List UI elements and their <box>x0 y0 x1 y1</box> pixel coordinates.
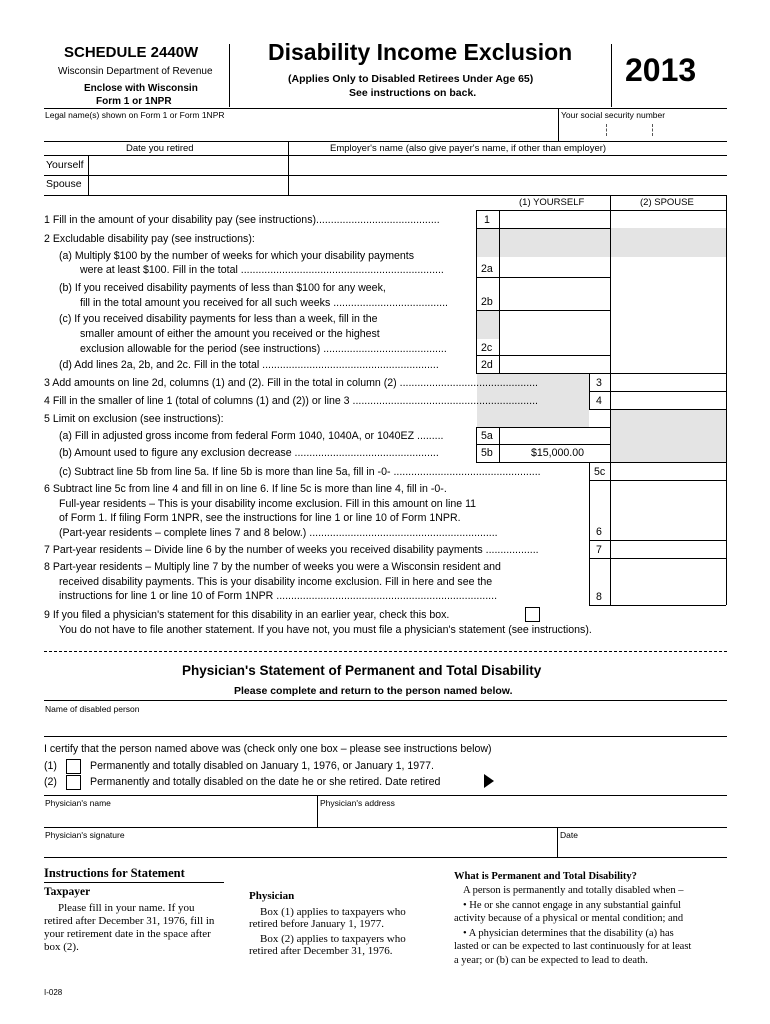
grid-v-col1 <box>499 210 500 373</box>
physician-text-4: retired after December 31, 1976. <box>249 945 393 957</box>
line-4-text: 4 Fill in the smaller of line 1 (total of columns (1) and (2)) or line 3 ............................................................... <box>44 395 538 407</box>
grid-h-2a <box>476 277 610 278</box>
line-2b-col2-input[interactable] <box>612 293 725 309</box>
line-7-input[interactable] <box>612 541 725 557</box>
option-2-text: Permanently and totally disabled on the date he or she retired. Date retired <box>90 776 441 788</box>
line-8-text-3: instructions for line 1 or line 10 of Form 1NPR ........................................................................... <box>59 590 498 602</box>
date-label: Date <box>560 830 578 840</box>
physician-name-top-rule <box>44 795 727 796</box>
name-row-rule <box>44 141 727 142</box>
line-6-text-4: (Part-year residents – complete lines 7 and 8 below.) ................................................................ <box>59 527 498 539</box>
physician-sig-top-rule <box>44 827 727 828</box>
option-2-checkbox[interactable] <box>66 775 81 790</box>
shade-col2-l5 <box>610 409 726 462</box>
retire-row-rule <box>44 175 727 176</box>
tag-5c: 5c <box>594 466 606 478</box>
disability-text-2: • He or she cannot engage in any substantial gainful <box>463 900 681 911</box>
option-1-text: Permanently and totally disabled on January 1, 1976, or January 1, 1977. <box>90 760 434 772</box>
line-8-input[interactable] <box>612 588 725 604</box>
option-1-number: (1) <box>44 760 57 772</box>
line-3-input[interactable] <box>612 374 725 390</box>
line-9-text-2: You do not have to file another statement. If you have not, you must file a physician's statement (see instructions). <box>59 624 592 636</box>
cut-line <box>44 651 727 652</box>
form-subtitle-2: See instructions on back. <box>349 87 477 99</box>
header-bottom-rule <box>44 108 727 109</box>
employer-name-header: Employer's name (also give payer's name, if other than employer) <box>330 143 607 154</box>
physician-address-input[interactable] <box>320 808 725 826</box>
disability-text-6: a year; or (b) can be expected to lead to death. <box>454 955 648 966</box>
yourself-row-label: Yourself <box>46 159 84 171</box>
col2-header: (2) SPOUSE <box>640 197 694 208</box>
header-divider-right <box>611 44 612 107</box>
tag-2a: 2a <box>481 263 493 275</box>
retire-bottom-rule <box>44 195 727 196</box>
line-5c-input[interactable] <box>612 463 725 479</box>
instructions-title: Instructions for Statement <box>44 866 185 880</box>
col1-header: (1) YOURSELF <box>519 197 585 208</box>
line-6-input[interactable] <box>612 523 725 539</box>
line-6-text-3: of Form 1. If filing Form 1NPR, see the instructions for line 1 or line 10 of Form 1NPR. <box>59 512 461 524</box>
tag-5b: 5b <box>481 447 493 459</box>
line-9-text-1: 9 If you filed a physician's statement for this disability in an earlier year, check this box. <box>44 609 450 621</box>
disability-text-1: A person is permanently and totally disabled when – <box>463 885 684 896</box>
spouse-date-input[interactable] <box>90 177 286 194</box>
legal-names-input[interactable] <box>45 120 555 140</box>
physician-name-label: Physician's name <box>45 798 111 808</box>
line-8-text-2: received disability payments. This is your disability income exclusion. Fill in here and see the <box>59 576 493 588</box>
schedule-label: SCHEDULE 2440W <box>64 44 199 61</box>
line-5a-input[interactable] <box>501 428 608 443</box>
shade-2-label <box>477 228 726 257</box>
taxpayer-text-1: Please fill in your name. If you <box>58 902 195 914</box>
grid-v-tag <box>476 210 477 373</box>
line-5b-value: $15,000.00 <box>531 447 585 459</box>
grid-h-7 <box>589 558 726 559</box>
physician-signature-input[interactable] <box>45 840 555 856</box>
line-2a-text-1: (a) Multiply $100 by the number of weeks for which your disability payments <box>59 250 415 262</box>
line-2c-col2-input[interactable] <box>612 339 725 354</box>
arrow-right-icon <box>484 774 494 788</box>
disability-text-4: • A physician determines that the disability (a) has <box>463 928 674 939</box>
tag-7: 7 <box>596 544 602 556</box>
grid-h-1 <box>476 228 610 229</box>
option-1-checkbox[interactable] <box>66 759 81 774</box>
line-4-input[interactable] <box>612 392 725 408</box>
line-2c-text-1: (c) If you received disability payments for less than a week, fill in the <box>59 313 378 325</box>
retire-header-rule <box>44 155 727 156</box>
grid-h-2b <box>476 310 610 311</box>
line-2a-col2-input[interactable] <box>612 260 725 276</box>
physician-title: Physician's Statement of Permanent and Total Disability <box>182 663 542 678</box>
form-subtitle-1: (Applies Only to Disabled Retirees Under Age 65) <box>288 73 534 85</box>
tag-8: 8 <box>596 591 602 603</box>
line-6-text-2: Full-year residents – This is your disability income exclusion. Fill in this amount on line 11 <box>59 498 477 510</box>
physician-text-1: Box (1) applies to taxpayers who <box>260 906 406 918</box>
line-2b-col1-input[interactable] <box>501 293 608 309</box>
disability-heading: What is Permanent and Total Disability? <box>454 871 637 882</box>
disability-text-5: lasted or can be expected to last continuously for at least <box>454 941 692 952</box>
retire-col-divider-2 <box>288 141 289 195</box>
line-2-text: 2 Excludable disability pay (see instructions): <box>44 233 255 245</box>
line-2a-col1-input[interactable] <box>501 260 608 276</box>
disabled-person-rule <box>44 736 727 737</box>
enclose-line2: Form 1 or 1NPR <box>96 96 172 107</box>
line-9-checkbox[interactable] <box>525 607 540 622</box>
yourself-employer-input[interactable] <box>290 157 726 174</box>
line-1-col2-input[interactable] <box>612 212 725 227</box>
physician-bottom-rule <box>44 857 727 858</box>
tag-2c: 2c <box>481 342 493 354</box>
form-title: Disability Income Exclusion <box>268 39 573 65</box>
taxpayer-text-3: your retirement date in the space after <box>44 928 211 940</box>
col-header-rule <box>476 210 727 211</box>
line-1-text: 1 Fill in the amount of your disability pay (see instructions).......................................... <box>44 214 440 226</box>
line-2c-text-3: exclusion allowable for the period (see instructions) .......................................... <box>80 343 447 355</box>
header-divider-left <box>229 44 230 107</box>
grid-v-tag-l5c <box>589 462 590 605</box>
enclose-line1: Enclose with Wisconsin <box>84 83 198 94</box>
line-3-text: 3 Add amounts on line 2d, columns (1) and (2). Fill in the total in column (2) ............................................... <box>44 377 538 389</box>
line-2c-text-2: smaller amount of either the amount you received or the highest <box>80 328 380 340</box>
ssn-divider <box>558 108 559 141</box>
tag-4: 4 <box>596 395 602 407</box>
line-5b-text: (b) Amount used to figure any exclusion decrease ................................................. <box>59 447 439 459</box>
line-2d-text: (d) Add lines 2a, 2b, and 2c. Fill in the total ............................................................ <box>59 359 439 371</box>
taxpayer-text-4: box (2). <box>44 941 79 953</box>
physician-signature-label: Physician's signature <box>45 830 125 840</box>
tag-1: 1 <box>484 214 490 226</box>
instructions-title-rule <box>44 882 224 883</box>
line-2d-col1-input[interactable] <box>501 356 608 372</box>
physician-address-label: Physician's address <box>320 798 395 808</box>
tag-6: 6 <box>596 526 602 538</box>
date-retired-header: Date you retired <box>126 143 194 154</box>
grid-h-5a <box>476 444 610 445</box>
physician-name-divider <box>317 795 318 827</box>
spouse-employer-input[interactable] <box>290 177 726 194</box>
tag-3: 3 <box>596 377 602 389</box>
line-2b-text-1: (b) If you received disability payments of less than $100 for any week, <box>59 282 386 294</box>
line-8-text-1: 8 Part-year residents – Multiply line 7 by the number of weeks you were a Wisconsin resident and <box>44 561 501 573</box>
physician-text-3: Box (2) applies to taxpayers who <box>260 933 406 945</box>
disabled-person-label: Name of disabled person <box>45 704 140 714</box>
line-2c-col1-input[interactable] <box>501 339 608 354</box>
physician-subtitle: Please complete and return to the person named below. <box>234 685 513 697</box>
line-2a-text-2: were at least $100. Fill in the total ..................................................................... <box>80 264 444 276</box>
grid-v-col2 <box>610 195 611 605</box>
line-2d-col2-input[interactable] <box>612 356 725 372</box>
tax-year: 2013 <box>625 52 697 88</box>
department-label: Wisconsin Department of Revenue <box>58 66 213 77</box>
line-5a-text: (a) Fill in adjusted gross income from federal Form 1040, 1040A, or 1040EZ ......... <box>59 430 444 442</box>
date-retired-input[interactable] <box>498 773 724 790</box>
legal-names-label: Legal name(s) shown on Form 1 or Form 1NPR <box>45 110 225 120</box>
certify-text: I certify that the person named above was (check only one box – please see instructions below) <box>44 743 492 755</box>
shade-2b-2c <box>477 310 499 339</box>
line-5c-text: (c) Subtract line 5b from line 5a. If line 5b is more than line 5a, fill in -0- .................................................. <box>59 466 541 478</box>
disabled-person-input[interactable] <box>45 714 725 734</box>
physician-top-rule <box>44 700 727 701</box>
grid-h-5c <box>589 480 726 481</box>
spouse-row-label: Spouse <box>46 178 82 190</box>
yourself-date-input[interactable] <box>90 157 286 174</box>
line-6-text-1: 6 Subtract line 5c from line 4 and fill in on line 6. If line 5c is more than line 4, fill in -0-. <box>44 483 447 495</box>
taxpayer-heading: Taxpayer <box>44 886 91 898</box>
line-5-text: 5 Limit on exclusion (see instructions): <box>44 413 224 425</box>
physician-text-2: retired before January 1, 1977. <box>249 918 385 930</box>
tag-2b: 2b <box>481 296 493 308</box>
ssn-input[interactable] <box>561 120 726 140</box>
physician-name-input[interactable] <box>45 808 315 826</box>
disability-text-3: activity because of a physical or mental condition; and <box>454 913 684 924</box>
tag-5a: 5a <box>481 430 493 442</box>
form-code: I-028 <box>44 988 63 997</box>
grid-h-8 <box>589 605 726 606</box>
signature-date-input[interactable] <box>560 840 725 856</box>
line-2b-text-2: fill in the total amount you received for all such weeks ....................................... <box>80 297 448 309</box>
grid-h-4 <box>589 409 726 410</box>
tag-2d: 2d <box>481 359 493 371</box>
grid-v-right <box>726 195 727 605</box>
taxpayer-text-2: retired after December 31, 1976, fill in <box>44 915 215 927</box>
signature-date-divider <box>557 827 558 857</box>
ssn-label: Your social security number <box>561 110 666 120</box>
line-7-text: 7 Part-year residents – Divide line 6 by the number of weeks you received disability payments .................. <box>44 544 539 556</box>
physician-heading: Physician <box>249 890 295 902</box>
option-2-number: (2) <box>44 776 57 788</box>
line-1-col1-input[interactable] <box>501 212 608 227</box>
